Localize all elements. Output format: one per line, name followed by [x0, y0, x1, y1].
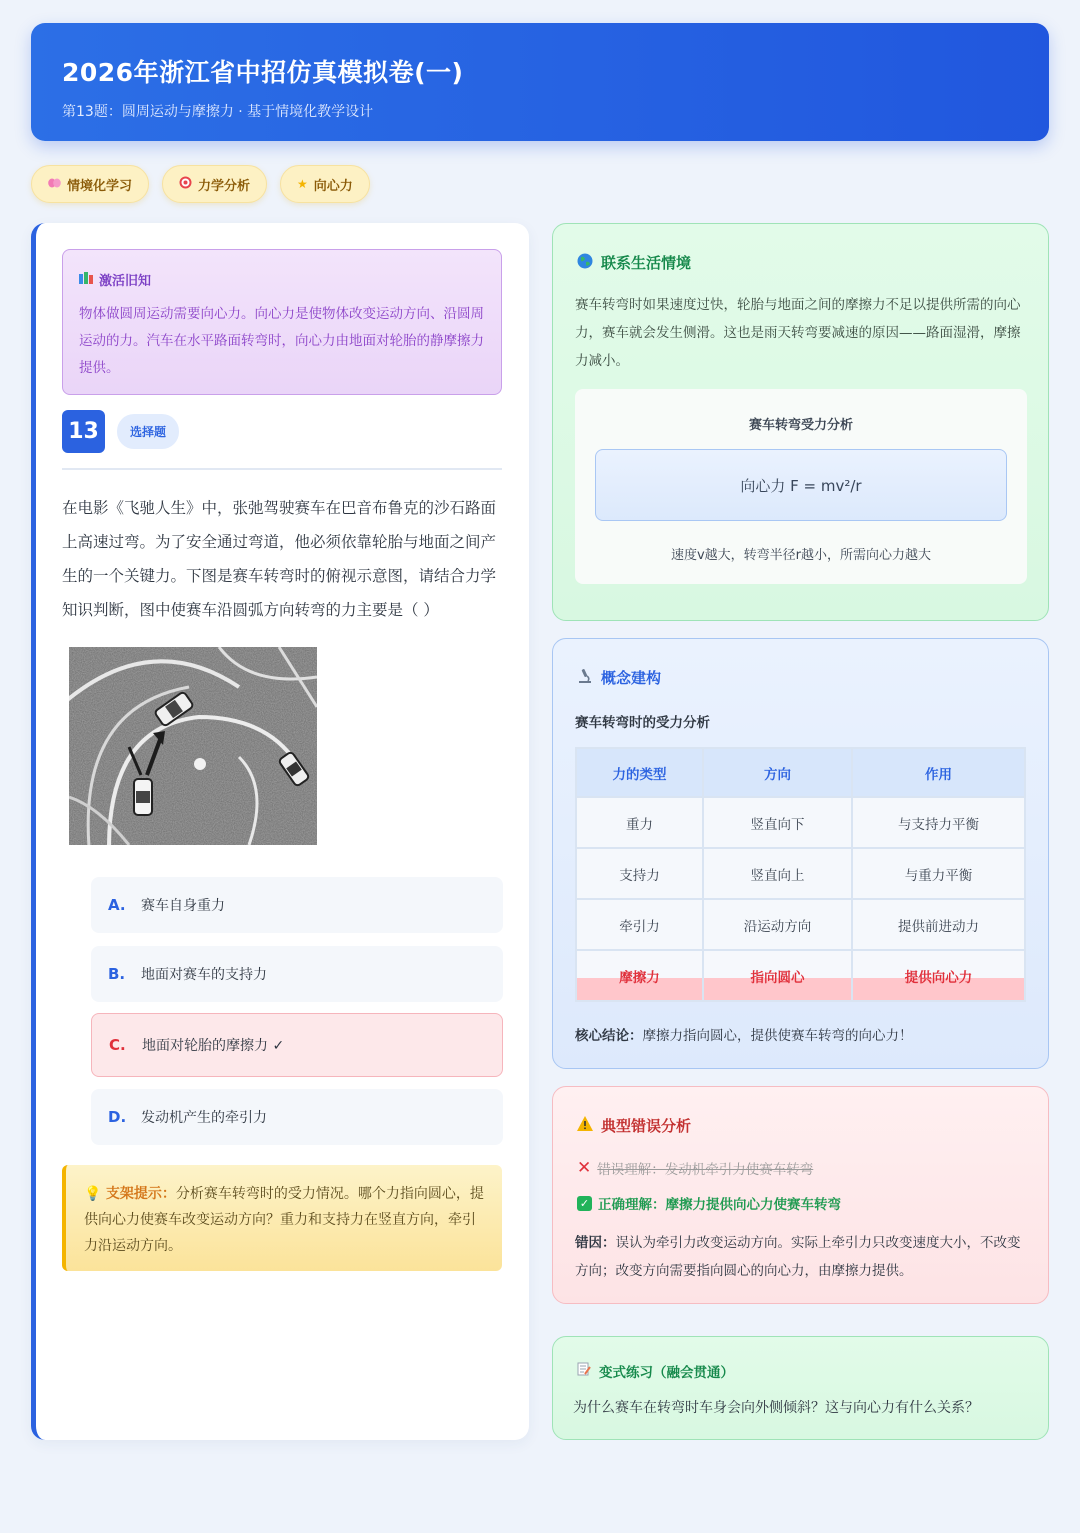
table-row: [577, 798, 1024, 847]
force-analysis-title: 赛车转弯受力分析: [748, 418, 853, 433]
table-cell: 重力: [577, 798, 702, 847]
option-text: 地面对赛车的支持力: [141, 967, 267, 983]
question-stem: 在电影《飞驰人生》中，张弛驾驶赛车在巴音布鲁克的沙石路面上高速过弯。为了安全通过弯道，他必须依靠轮胎与地面之间产生的一个关键力。下图是赛车转弯时的俯视示意图，请结合力学知识判断，图中使赛车沿圆弧方向转弯的力主要是（ ）: [62, 499, 497, 619]
books-icon: [79, 272, 93, 288]
error-cause: [575, 1229, 1031, 1285]
centripetal-formula: 向心力 F = mv²/r: [595, 449, 1007, 521]
tag-label: 向心力: [313, 178, 353, 194]
table-cell: 沿运动方向: [704, 900, 851, 949]
page-header: [31, 23, 1049, 141]
check-icon: ✓: [577, 1196, 592, 1211]
tag-situational[interactable]: [31, 165, 149, 203]
cause-text: 误认为牵引力改变运动方向。实际上牵引力只改变速度大小，不改变方向；改变方向需要指向圆心的向心力，由摩擦力提供。: [575, 1235, 1021, 1279]
option-text: 地面对轮胎的摩擦力 ✓: [142, 1038, 285, 1054]
tag-label: 力学分析: [198, 178, 251, 194]
table-cell: 竖直向上: [704, 849, 851, 898]
activate-body: 物体做圆周运动需要向心力。向心力是使物体改变运动方向、沿圆周运动的力。汽车在水平路面转弯时，向心力由地面对轮胎的静摩擦力提供。: [79, 306, 484, 376]
table-cell: 摩擦力: [577, 951, 702, 1000]
tag-label: 情境化学习: [67, 178, 133, 194]
practice-body: 为什么赛车在转弯时车身会向外侧倾斜？这与向心力有什么关系？: [573, 1400, 979, 1416]
life-body: 赛车转弯时如果速度过快，轮胎与地面之间的摩擦力不足以提供所需的向心力，赛车就会发生侧滑。这也是雨天转弯要减速的原因——路面湿滑，摩擦力减小。: [575, 297, 1021, 369]
option-letter: B.: [108, 965, 126, 983]
practice-title: 变式练习（融会贯通）: [599, 1365, 734, 1381]
warning-icon: [577, 1116, 593, 1135]
concept-title: 概念建构: [601, 669, 662, 687]
option-text: 赛车自身重力: [141, 898, 225, 914]
microscope-icon: [577, 668, 593, 688]
table-cell: 竖直向下: [704, 798, 851, 847]
option-letter: C.: [109, 1036, 126, 1054]
tag-list: [31, 165, 370, 203]
column-header: 作用: [853, 749, 1024, 796]
table-row: [577, 849, 1024, 898]
option-letter: A.: [108, 896, 126, 914]
column-header: 方向: [704, 749, 851, 796]
life-title: 联系生活情境: [601, 254, 692, 272]
right-text: 正确理解：摩擦力提供向心力使赛车转弯: [598, 1197, 841, 1213]
lightbulb-icon: 💡: [84, 1186, 102, 1202]
brain-icon: [48, 177, 61, 192]
hint-label: 支架提示：: [105, 1186, 176, 1202]
activate-prior-knowledge: [62, 249, 502, 395]
race-car-photo: [69, 647, 317, 845]
tag-centripetal[interactable]: [280, 165, 370, 203]
divider: [62, 468, 502, 470]
concept-card: [552, 638, 1049, 1069]
table-cell: 与支持力平衡: [853, 798, 1024, 847]
table-cell: 提供向心力: [853, 951, 1024, 1000]
option-letter: D.: [108, 1108, 127, 1126]
activate-title: 激活旧知: [99, 274, 152, 289]
table-header-row: [577, 749, 1024, 796]
error-title: 典型错误分析: [601, 1117, 692, 1135]
option-d[interactable]: [91, 1089, 503, 1145]
memo-icon: [577, 1362, 591, 1380]
globe-icon: [577, 253, 593, 273]
core-conclusion: [575, 1024, 913, 1044]
hint-text: 分析赛车转弯时的受力情况。哪个力指向圆心，提供向心力使赛车改变运动方向？重力和支持力在竖直方向，牵引力沿运动方向。: [84, 1186, 484, 1254]
cross-icon: ✕: [577, 1158, 592, 1178]
formula-note: 速度v越大，转弯半径r越小，所需向心力越大: [670, 548, 932, 563]
life-context-card: [552, 223, 1049, 621]
wrong-text: 错误理解：发动机牵引力使赛车转弯: [597, 1162, 814, 1178]
question-type-badge: 选择题: [117, 414, 179, 449]
wrong-understanding: [577, 1158, 813, 1178]
practice-card: [552, 1336, 1049, 1440]
table-cell: 与重力平衡: [853, 849, 1024, 898]
column-header: 力的类型: [577, 749, 702, 796]
option-c[interactable]: [91, 1013, 503, 1077]
cause-label: 错因：: [575, 1235, 616, 1251]
tag-mechanics[interactable]: [162, 165, 267, 203]
table-cell: 支持力: [577, 849, 702, 898]
error-analysis-card: [552, 1086, 1049, 1304]
option-a[interactable]: [91, 877, 503, 933]
table-cell: 指向圆心: [704, 951, 851, 1000]
question-number: 13: [62, 410, 105, 453]
conclusion-label: 核心结论：: [575, 1028, 643, 1044]
right-understanding: [577, 1193, 841, 1213]
page-subtitle: 第13题：圆周运动与摩擦力 · 基于情境化教学设计: [62, 104, 374, 120]
page-title: 2026年浙江省中招仿真模拟卷(一): [62, 58, 464, 87]
table-row: [577, 900, 1024, 949]
target-icon: [179, 176, 192, 192]
table-row-highlighted: [577, 951, 1024, 1000]
table-cell: 提供前进动力: [853, 900, 1024, 949]
force-analysis-box: [575, 389, 1027, 584]
star-icon: ★: [297, 177, 308, 191]
question-card: [31, 223, 529, 1440]
concept-subtitle: 赛车转弯时的受力分析: [575, 715, 710, 731]
force-table: [575, 747, 1026, 1002]
option-text: 发动机产生的牵引力: [141, 1110, 267, 1126]
option-b[interactable]: [91, 946, 503, 1002]
scaffold-hint: [62, 1165, 502, 1271]
table-cell: 牵引力: [577, 900, 702, 949]
conclusion-text: 摩擦力指向圆心，提供使赛车转弯的向心力！: [642, 1028, 913, 1044]
